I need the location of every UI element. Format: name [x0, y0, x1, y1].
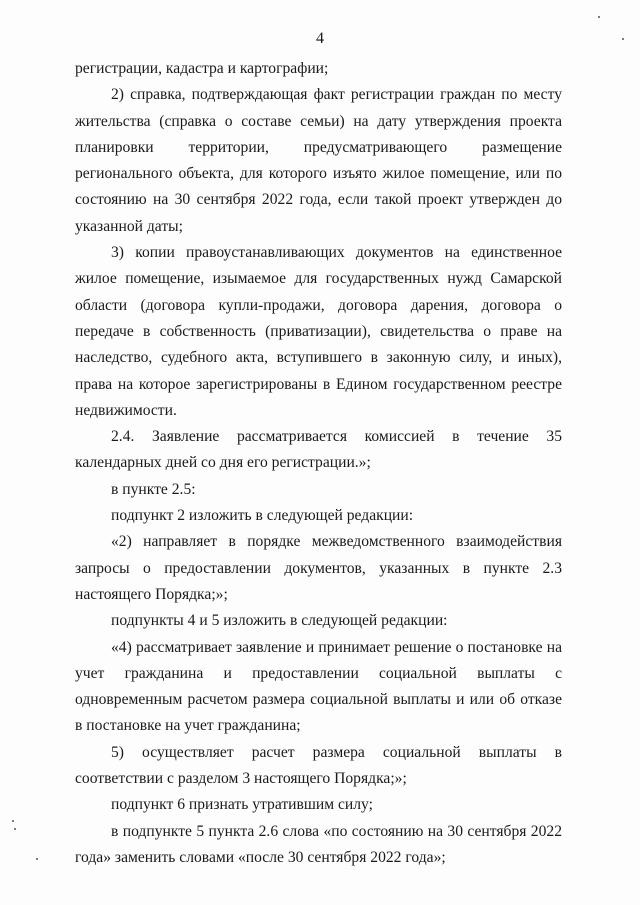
scan-speck — [12, 820, 14, 822]
scan-speck — [14, 828, 16, 830]
page-number: 4 — [316, 30, 324, 47]
paragraph-3: 3) копии правоустанавливающих документов на единственное жилое помещение, изымаемое для государственных нужд Самарской области (договора купли-продажи, договора дарения, договора о передаче в собственность (приватизации), свидетельства о праве на наследство, судебного акта, вступившего в законную силу, и иных), права на которое зарегистрированы в Едином государственном реестре недвижимости. — [75, 244, 562, 419]
scan-speck — [598, 16, 600, 18]
scan-speck — [36, 858, 38, 860]
paragraph-9: «4) рассматривает заявление и принимает решение о постановке на учет гражданина и предоставлении социальной выплаты с одновременным расчетом размера социальной выплаты и или об отказе в постановке на учет гражданина; — [75, 638, 562, 735]
paragraph-5: в пункте 2.5: — [111, 480, 196, 498]
paragraph-1: регистрации, кадастра и картографии; — [75, 60, 329, 77]
paragraph-12: в подпункте 5 пункта 2.6 слова «по состоянию на 30 сентября 2022 года» заменить словами «после 30 сентября 2022 года»; — [75, 822, 562, 866]
paragraph-8: подпункты 4 и 5 изложить в следующей редакции: — [111, 612, 448, 630]
paragraph-11: подпункт 6 признать утратившим силу; — [111, 796, 373, 814]
paragraph-6: подпункт 2 изложить в следующей редакции: — [111, 507, 414, 525]
paragraph-7: «2) направляет в порядке межведомственного взаимодействия запросы о предоставлении документов, указанных в пункте 2.3 настоящего Порядка;»; — [75, 533, 562, 603]
scan-speck — [622, 38, 624, 40]
paragraph-2: 2) справка, подтверждающая факт регистрации граждан по месту жительства (справка о составе семьи) на дату утверждения проекта планировки территории, предусматривающего размещение регионального объекта, для которого изъято жилое помещение, или по состоянию на 30 сентября 2022 года, если такой проект утвержден до указанной даты; — [75, 86, 562, 235]
document-body — [75, 56, 562, 871]
paragraph-10: 5) осуществляет расчет размера социальной выплаты в соответствии с разделом 3 настоящего Порядка;»; — [75, 743, 562, 788]
paragraph-4: 2.4. Заявление рассматривается комиссией в течение 35 календарных дней со дня его регистрации.»; — [75, 428, 562, 472]
